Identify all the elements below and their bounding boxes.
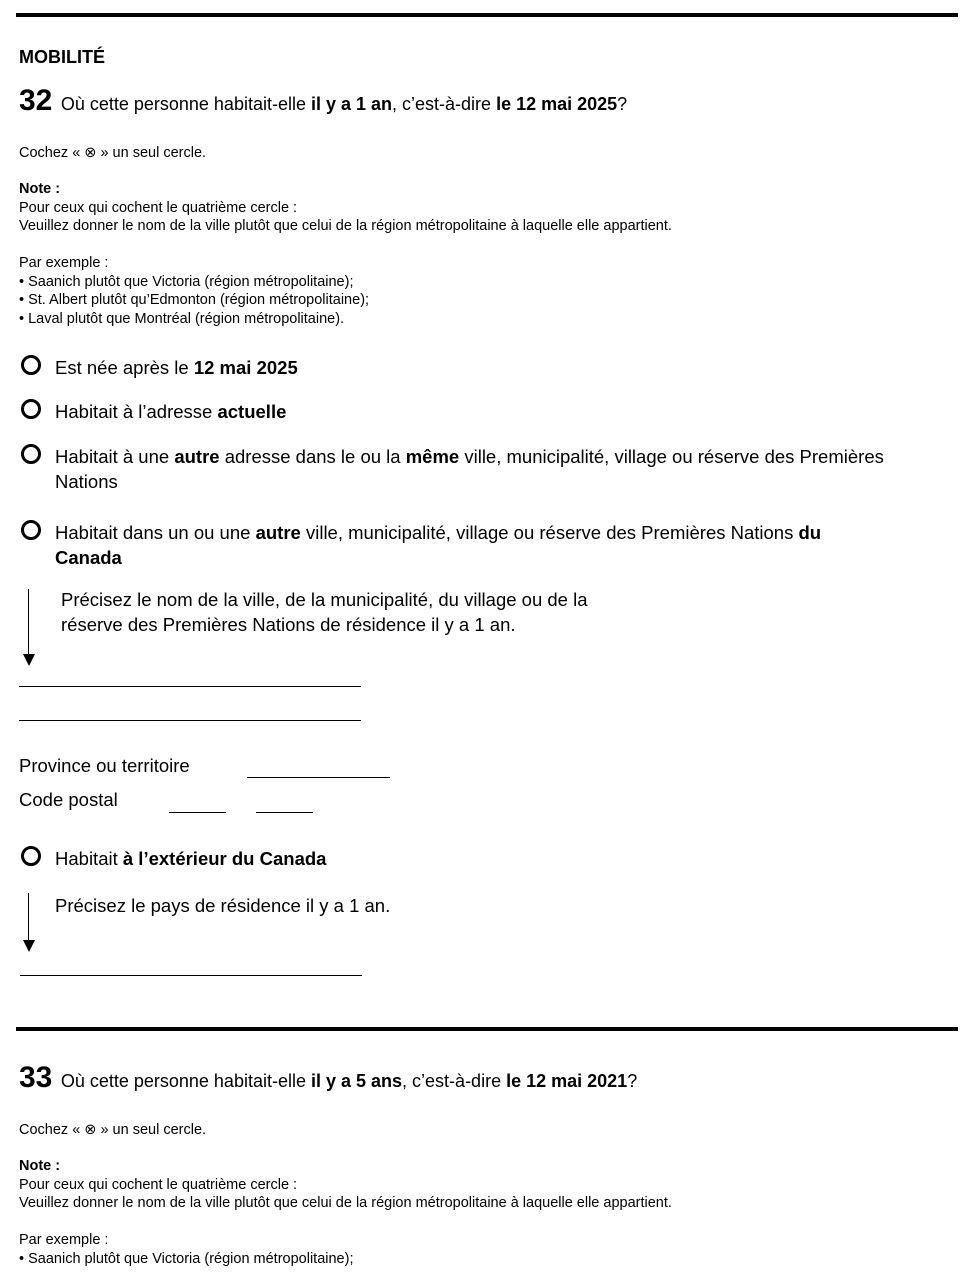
note-line: Pour ceux qui cochent le quatrième cercle : [19, 199, 298, 216]
example-label: Par exemple : [19, 255, 109, 271]
city-input-line-2[interactable] [19, 720, 361, 721]
postal-code-input-second[interactable] [256, 812, 313, 813]
question-33-heading [19, 1061, 637, 1095]
note-label: Note : [19, 1158, 61, 1174]
radio-same-address[interactable] [21, 399, 41, 419]
note-block [19, 180, 672, 236]
option-born-after-label: Est née après le 12 mai 2025 [55, 357, 298, 378]
note-block [19, 1157, 672, 1213]
top-divider [16, 13, 958, 17]
option-same-address-label: Habitait à l’adresse actuelle [55, 401, 287, 422]
note-line: Pour ceux qui cochent le quatrième cercle : [19, 1176, 298, 1193]
radio-born-after[interactable] [21, 355, 41, 375]
note-line: Veuillez donner le nom de la ville plutôt que celui de la région métropolitaine à laquelle elle appartient. [19, 218, 672, 234]
option-outside-canada-label: Habitait à l’extérieur du Canada [55, 848, 327, 869]
radio-outside-canada[interactable] [21, 846, 41, 866]
arrow-down-icon [23, 654, 35, 666]
example-item: • St. Albert plutôt qu’Edmonton (région métropolitaine); [19, 292, 370, 308]
city-input-line-1[interactable] [19, 686, 361, 687]
question-text: Où cette personne habitait-elle il y a 1 an, c’est-à-dire le 12 mai 2025? [60, 94, 628, 114]
question-32-heading [19, 84, 627, 118]
example-item: • Saanich plutôt que Victoria (région métropolitaine); [19, 1250, 354, 1267]
instruction: Cochez « ⊗ » un seul cercle. [19, 1122, 207, 1138]
country-input-line[interactable] [20, 975, 362, 976]
option-other-address-label: Habitait à une autre adresse dans le ou la même ville, municipalité, village ou réserve des Premières Nations [55, 446, 884, 492]
section-divider [16, 1027, 958, 1031]
option-other-city-label: Habitait dans un ou une autre ville, municipalité, village ou réserve des Premières Nations du Canada [55, 522, 822, 568]
section-title: MOBILITÉ [19, 47, 105, 67]
postal-code-input-first[interactable] [169, 812, 226, 813]
question-number: 33 [19, 1061, 53, 1094]
example-block [19, 1231, 353, 1268]
note-label: Note : [19, 181, 61, 197]
example-item: • Laval plutôt que Montréal (région métropolitaine). [19, 310, 345, 327]
instruction: Cochez « ⊗ » un seul cercle. [19, 145, 207, 161]
province-input-line[interactable] [247, 777, 390, 778]
note-line: Veuillez donner le nom de la ville plutôt que celui de la région métropolitaine à laquelle elle appartient. [19, 1195, 672, 1211]
postal-code-label: Code postal [19, 789, 118, 810]
example-block [19, 254, 369, 328]
specify-country-instruction: Précisez le pays de résidence il y a 1 an. [55, 895, 391, 916]
question-number: 32 [19, 84, 53, 117]
radio-other-address-same-city[interactable] [21, 444, 41, 464]
arrow-line [28, 589, 29, 655]
question-text: Où cette personne habitait-elle il y a 5 ans, c’est-à-dire le 12 mai 2021? [60, 1071, 638, 1091]
radio-other-city-canada[interactable] [21, 520, 41, 540]
arrow-line [28, 893, 29, 940]
example-item: • Saanich plutôt que Victoria (région métropolitaine); [19, 273, 354, 290]
example-label: Par exemple : [19, 1232, 109, 1248]
arrow-down-icon [23, 940, 35, 952]
province-label: Province ou territoire [19, 755, 190, 776]
specify-city-instruction: Précisez le nom de la ville, de la municipalité, du village ou de la réserve des Premières Nations de résidence il y a 1 an. [61, 589, 588, 635]
